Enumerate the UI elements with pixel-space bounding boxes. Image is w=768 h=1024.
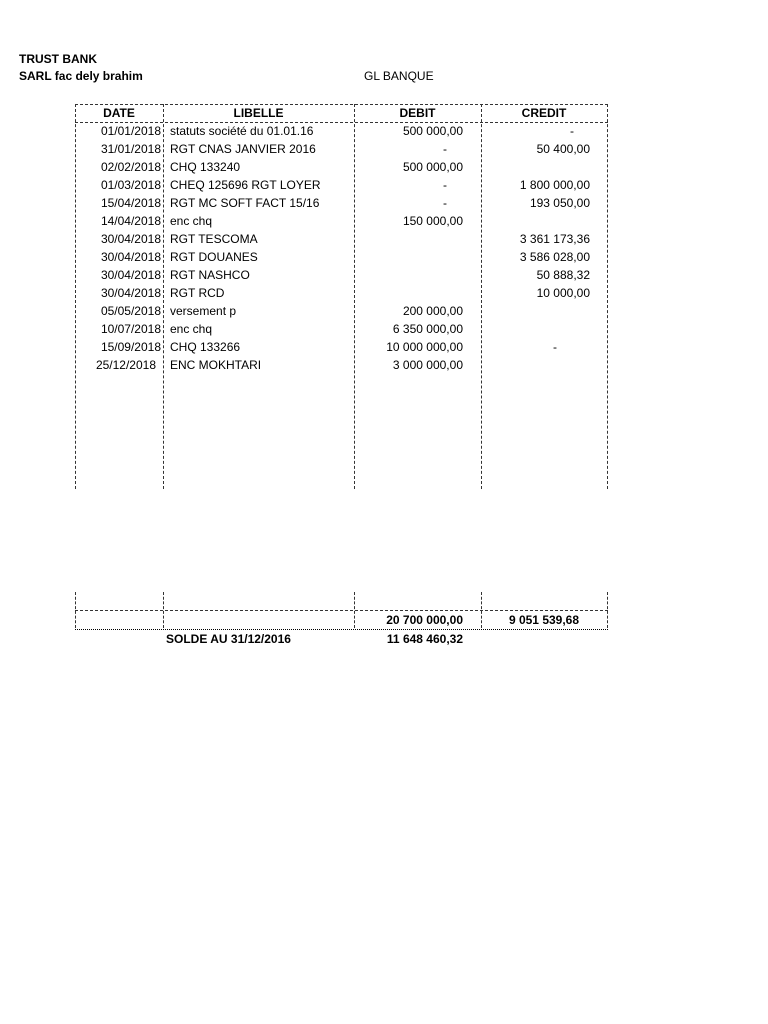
cell-debit: 6 350 000,00 (392, 322, 463, 336)
cell-libelle: RGT DOUANES (170, 250, 258, 264)
cell-date: 10/07/2018 (100, 322, 161, 336)
cell-debit: 150 000,00 (402, 214, 463, 228)
column-header-debit: DEBIT (399, 106, 436, 120)
cell-debit: 3 000 000,00 (392, 358, 463, 372)
table-row (75, 140, 608, 158)
cell-debit: - (443, 178, 447, 192)
table-row (75, 194, 608, 212)
cell-libelle: RGT CNAS JANVIER 2016 (170, 142, 316, 156)
cell-credit: 1 800 000,00 (519, 178, 590, 192)
cell-date: 30/04/2018 (100, 268, 161, 282)
cell-date: 02/02/2018 (100, 160, 161, 174)
cell-debit: 10 000 000,00 (386, 340, 463, 354)
col-rule-4-bottom (607, 592, 608, 628)
cell-libelle: RGT MC SOFT FACT 15/16 (170, 196, 320, 210)
cell-credit: 3 586 028,00 (519, 250, 590, 264)
cell-credit: 10 000,00 (536, 286, 590, 300)
cell-date: 01/01/2018 (100, 124, 161, 138)
cell-debit: 200 000,00 (402, 304, 463, 318)
cell-credit: 193 050,00 (529, 196, 590, 210)
cell-date: 30/04/2018 (100, 286, 161, 300)
table-row (75, 230, 608, 248)
ledger-table (75, 104, 608, 629)
total-bottom-rule (75, 629, 608, 630)
cell-libelle: ENC MOKHTARI (170, 358, 262, 372)
cell-libelle: versement p (170, 304, 237, 318)
cell-date: 01/03/2018 (100, 178, 161, 192)
cell-libelle: RGT NASHCO (170, 268, 250, 282)
cell-date: 15/04/2018 (100, 196, 161, 210)
cell-debit: 500 000,00 (402, 160, 463, 174)
solde-label: SOLDE AU 31/12/2016 (166, 632, 291, 646)
cell-libelle: CHQ 133266 (170, 340, 241, 354)
cell-date: 15/09/2018 (100, 340, 161, 354)
cell-debit: - (443, 142, 447, 156)
column-header-credit: CREDIT (521, 106, 567, 120)
cell-libelle: CHEQ 125696 RGT LOYER (170, 178, 321, 192)
cell-date: 05/05/2018 (100, 304, 161, 318)
cell-credit: 50 888,32 (536, 268, 590, 282)
table-row (75, 212, 608, 230)
solde-value: 11 648 460,32 (386, 632, 463, 646)
company-name: SARL fac dely brahim (19, 69, 143, 83)
table-row (75, 338, 608, 356)
cell-libelle: CHQ 133240 (170, 160, 241, 174)
cell-credit: 3 361 173,36 (519, 232, 590, 246)
table-row (75, 320, 608, 338)
cell-libelle: enc chq (170, 322, 213, 336)
column-header-date: DATE (103, 106, 135, 120)
table-row (75, 248, 608, 266)
cell-date: 14/04/2018 (100, 214, 161, 228)
cell-libelle: RGT TESCOMA (170, 232, 258, 246)
column-header-libelle: LIBELLE (233, 106, 284, 120)
col-rule-0-bottom (75, 592, 76, 628)
col-rule-1-bottom (163, 592, 164, 628)
ledger-title: GL BANQUE (364, 69, 434, 83)
cell-credit: - (570, 124, 574, 138)
cell-credit: 50 400,00 (536, 142, 590, 156)
table-row (75, 356, 608, 374)
cell-date: 30/04/2018 (100, 250, 161, 264)
cell-debit: - (443, 196, 447, 210)
cell-libelle: RGT RCD (170, 286, 225, 300)
bank-name: TRUST BANK (19, 52, 97, 66)
total-top-rule (75, 610, 608, 611)
cell-date: 31/01/2018 (100, 142, 161, 156)
cell-libelle: statuts société du 01.01.16 (170, 124, 314, 138)
table-row (75, 158, 608, 176)
cell-libelle: enc chq (170, 214, 213, 228)
table-row (75, 284, 608, 302)
table-row (75, 122, 608, 140)
cell-date: 30/04/2018 (100, 232, 161, 246)
table-row (75, 176, 608, 194)
total-credit: 9 051 539,68 (508, 613, 580, 627)
table-row (75, 266, 608, 284)
table-row (75, 302, 608, 320)
cell-credit: - (553, 340, 557, 354)
total-debit: 20 700 000,00 (386, 613, 463, 627)
cell-date: 25/12/2018 (95, 358, 156, 372)
cell-debit: 500 000,00 (402, 124, 463, 138)
